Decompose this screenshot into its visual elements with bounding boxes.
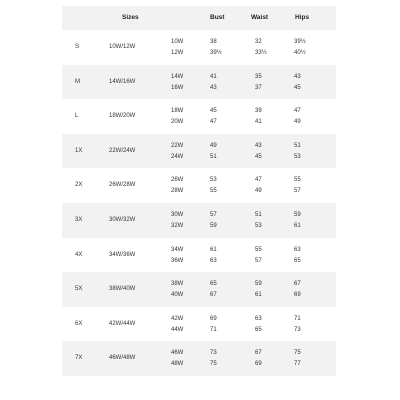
bust-cell: 43 — [210, 84, 217, 91]
waist-cell: 45 — [255, 153, 262, 160]
sub-size-cell: 24W — [171, 153, 184, 160]
sub-size-cell: 34W — [171, 246, 184, 253]
bust-cell: 53 — [210, 177, 217, 184]
table-row — [62, 272, 336, 307]
table-row — [62, 168, 336, 203]
range-cell: 42W/44W — [109, 320, 136, 327]
bust-cell: 57 — [210, 211, 217, 218]
table-row — [62, 203, 336, 238]
bust-cell: 69 — [210, 315, 217, 322]
hips-cell: 65 — [294, 257, 301, 264]
bust-cell: 39½ — [210, 50, 222, 56]
waist-cell: 43 — [255, 142, 262, 149]
size-cell: 4X — [75, 251, 83, 258]
table-row — [62, 99, 336, 134]
waist-cell: 69 — [255, 361, 262, 368]
bust-cell: 61 — [210, 246, 217, 253]
hips-cell: 55 — [294, 177, 301, 184]
size-cell: S — [75, 44, 80, 50]
waist-cell: 33½ — [255, 50, 267, 56]
header-hips: Hips — [295, 14, 310, 21]
range-cell: 26W/28W — [109, 182, 136, 189]
waist-cell: 65 — [255, 326, 262, 333]
table-row — [62, 134, 336, 169]
table-row — [62, 341, 336, 376]
bust-cell: 71 — [210, 326, 217, 333]
sub-size-cell: 22W — [171, 142, 184, 149]
table-row — [62, 307, 336, 342]
bust-cell: 49 — [210, 142, 217, 149]
hips-cell: 51 — [294, 142, 301, 149]
hips-cell: 67 — [294, 281, 301, 288]
hips-cell: 59 — [294, 211, 301, 218]
range-cell: 38W/40W — [109, 286, 136, 293]
sub-size-cell: 46W — [171, 350, 184, 357]
sub-size-cell: 10W — [171, 39, 184, 45]
range-cell: 14W/16W — [109, 78, 136, 85]
size-chart-table — [62, 6, 336, 376]
header-bust: Bust — [210, 14, 225, 21]
range-cell: 34W/36W — [109, 251, 136, 258]
bust-cell: 65 — [210, 281, 217, 288]
waist-cell: 39 — [255, 108, 262, 115]
waist-cell: 37 — [255, 84, 262, 91]
sub-size-cell: 32W — [171, 222, 184, 229]
size-cell: 1X — [75, 147, 83, 154]
bust-cell: 75 — [210, 361, 217, 368]
waist-cell: 61 — [255, 292, 262, 299]
sub-size-cell: 20W — [171, 119, 184, 126]
size-cell: L — [75, 113, 79, 120]
sub-size-cell: 18W — [171, 108, 184, 115]
sub-size-cell: 26W — [171, 177, 184, 184]
bust-cell: 59 — [210, 222, 217, 229]
header-waist: Waist — [251, 14, 269, 21]
bust-cell: 41 — [210, 73, 217, 80]
waist-cell: 53 — [255, 222, 262, 229]
hips-cell: 49 — [294, 119, 301, 126]
range-cell: 30W/32W — [109, 216, 136, 223]
bust-cell: 47 — [210, 119, 217, 126]
hips-cell: 69 — [294, 292, 301, 299]
waist-cell: 49 — [255, 188, 262, 195]
size-cell: 5X — [75, 286, 83, 293]
waist-cell: 32 — [255, 39, 262, 45]
range-cell: 10W/12W — [109, 44, 136, 50]
bust-cell: 45 — [210, 108, 217, 115]
waist-cell: 59 — [255, 281, 262, 288]
size-cell: 7X — [75, 355, 83, 362]
hips-cell: 47 — [294, 108, 301, 115]
range-cell: 18W/20W — [109, 113, 136, 120]
hips-cell: 39½ — [294, 39, 306, 45]
hips-cell: 57 — [294, 188, 301, 195]
hips-cell: 75 — [294, 350, 301, 357]
sub-size-cell: 12W — [171, 50, 184, 56]
waist-cell: 57 — [255, 257, 262, 264]
table-row — [62, 30, 336, 65]
table-row — [62, 65, 336, 100]
range-cell: 46W/48W — [109, 355, 136, 362]
hips-cell: 61 — [294, 222, 301, 229]
sub-size-cell: 36W — [171, 257, 184, 264]
hips-cell: 71 — [294, 315, 301, 322]
waist-cell: 55 — [255, 246, 262, 253]
hips-cell: 77 — [294, 361, 301, 368]
table-row — [62, 238, 336, 273]
waist-cell: 41 — [255, 119, 262, 126]
sub-size-cell: 42W — [171, 315, 184, 322]
hips-cell: 40½ — [294, 50, 306, 56]
hips-cell: 53 — [294, 153, 301, 160]
sub-size-cell: 28W — [171, 188, 184, 195]
sub-size-cell: 40W — [171, 292, 184, 299]
sub-size-cell: 16W — [171, 84, 184, 91]
bust-cell: 38 — [210, 39, 217, 45]
hips-cell: 45 — [294, 84, 301, 91]
waist-cell: 51 — [255, 211, 262, 218]
hips-cell: 63 — [294, 246, 301, 253]
sub-size-cell: 30W — [171, 211, 184, 218]
bust-cell: 51 — [210, 153, 217, 160]
hips-cell: 43 — [294, 73, 301, 80]
sub-size-cell: 38W — [171, 281, 184, 288]
table-header — [62, 6, 336, 30]
bust-cell: 67 — [210, 292, 217, 299]
sub-size-cell: 14W — [171, 73, 184, 80]
size-cell: 6X — [75, 320, 83, 327]
sub-size-cell: 48W — [171, 361, 184, 368]
waist-cell: 67 — [255, 350, 262, 357]
size-cell: 3X — [75, 216, 83, 223]
sub-size-cell: 44W — [171, 326, 184, 333]
bust-cell: 63 — [210, 257, 217, 264]
bust-cell: 73 — [210, 350, 217, 357]
waist-cell: 63 — [255, 315, 262, 322]
size-cell: M — [75, 78, 80, 85]
range-cell: 22W/24W — [109, 147, 136, 154]
waist-cell: 47 — [255, 177, 262, 184]
size-cell: 2X — [75, 182, 83, 189]
table-body — [62, 30, 336, 376]
waist-cell: 35 — [255, 73, 262, 80]
hips-cell: 73 — [294, 326, 301, 333]
bust-cell: 55 — [210, 188, 217, 195]
header-sizes: Sizes — [122, 14, 139, 21]
